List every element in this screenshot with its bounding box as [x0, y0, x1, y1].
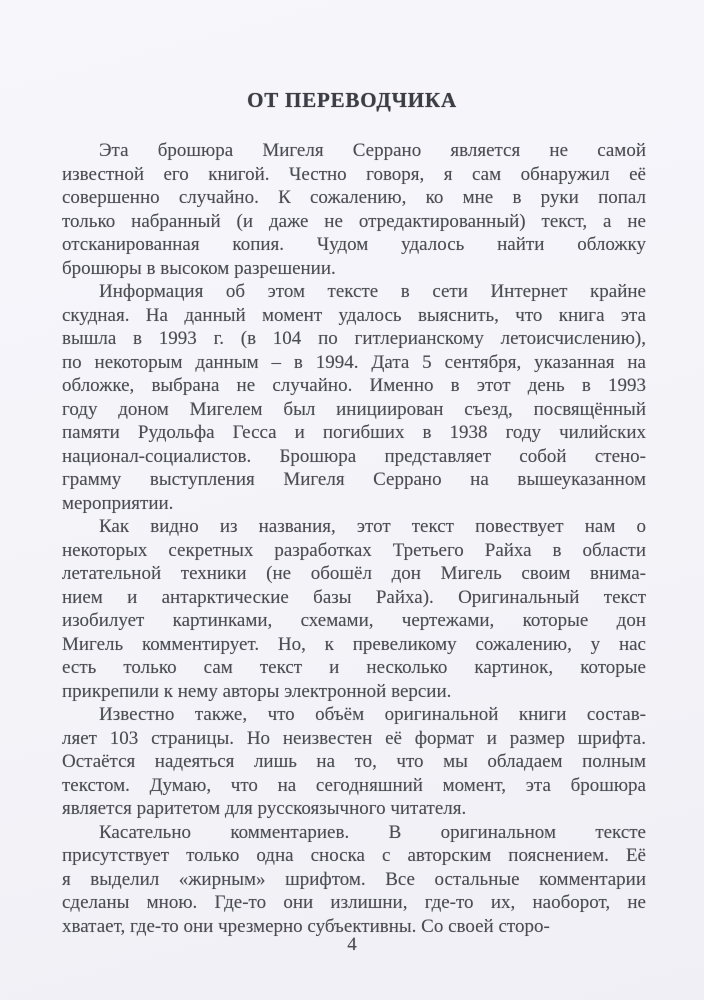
text-line: Как видно из названия, этот текст повествует нам о — [99, 516, 646, 537]
text-line: ляет 103 страницы. Но неизвестен её формат и размер шрифта. — [62, 727, 646, 749]
text-line: есть только сам текст и несколько картинок, которые — [62, 657, 646, 678]
text-line: я выделил «жирным» шрифтом. Все остальные комментарии — [62, 868, 646, 890]
text-line: брошюры в высоком разрешении. — [62, 257, 336, 279]
text-line: Информация об этом тексте в сети Интернет крайне — [99, 281, 646, 302]
text-line: отсканированная копия. Чудом удалось найти обложку — [62, 234, 646, 255]
text-line: Касательно комментариев. В оригинальном тексте — [99, 821, 646, 843]
text-line: скудная. На данный момент удалось выяснить, что книга эта — [62, 304, 646, 326]
paragraph — [62, 280, 646, 515]
text-line: мероприятии. — [62, 492, 174, 514]
text-line: нием и антарктические базы Райха). Оригинальный текст — [62, 586, 646, 608]
paragraph — [62, 821, 646, 939]
page-title: ОТ ПЕРЕВОДЧИКА — [247, 88, 457, 112]
text-line: национал-социалистов. Брошюра представляет собой стено- — [62, 445, 646, 467]
text-line: текстом. Думаю, что на сегодняшний момент, эта брошюра — [62, 774, 646, 796]
page-number: 4 — [347, 934, 357, 955]
text-line: является раритетом для русскоязычного читателя. — [62, 798, 467, 819]
text-line: Остаётся надеяться лишь на то, что мы обладаем полным — [62, 751, 646, 772]
paragraph — [62, 703, 646, 821]
text-line: сделаны мною. Где-то они излишни, где-то их, наоборот, не — [62, 892, 646, 913]
text-line: грамму выступления Мигеля Серрано на вышеуказанном — [62, 469, 646, 490]
text-line: Известно также, что объём оригинальной книги состав- — [99, 704, 646, 725]
text-line: Мигель комментирует. Но, к превеликому сожалению, у нас — [62, 633, 646, 655]
text-line: году доном Мигелем был инициирован съезд, посвящённый — [62, 398, 646, 420]
text-line: памяти Рудольфа Гесса и погибших в 1938 году чилийских — [62, 422, 646, 443]
text-line: известной его книгой. Честно говоря, я сам обнаружил её — [62, 163, 646, 185]
text-line: прикрепили к нему авторы электронной версии. — [62, 680, 452, 702]
text-line: вышла в 1993 г. (в 104 по гитлерианскому летоисчислению), — [62, 328, 646, 349]
text-line: по некоторым данным – в 1994. Дата 5 сентября, указанная на — [62, 351, 646, 373]
text-line: летательной техники (не обошёл дон Мигель своим внима- — [62, 563, 646, 584]
paragraph — [62, 515, 646, 703]
text-line: хватает, где-то они чрезмерно субъективны. Со своей сторо- — [62, 915, 550, 937]
text-line: Эта брошюра Мигеля Серрано является не самой — [99, 140, 646, 161]
text-line: только набранный (и даже не отредактированный) текст, а не — [62, 210, 646, 232]
body-text — [62, 139, 646, 938]
text-line: изобилует картинками, схемами, чертежами, которые дон — [62, 610, 646, 631]
text-line: присутствует только одна сноска с авторским пояснением. Её — [62, 845, 646, 866]
text-line: обложке, выбрана не случайно. Именно в этот день в 1993 — [62, 375, 646, 396]
text-line: совершенно случайно. К сожалению, ко мне в руки попал — [62, 187, 646, 208]
text-line: некоторых секретных разработках Третьего Райха в области — [62, 539, 646, 561]
paragraph — [62, 139, 646, 280]
